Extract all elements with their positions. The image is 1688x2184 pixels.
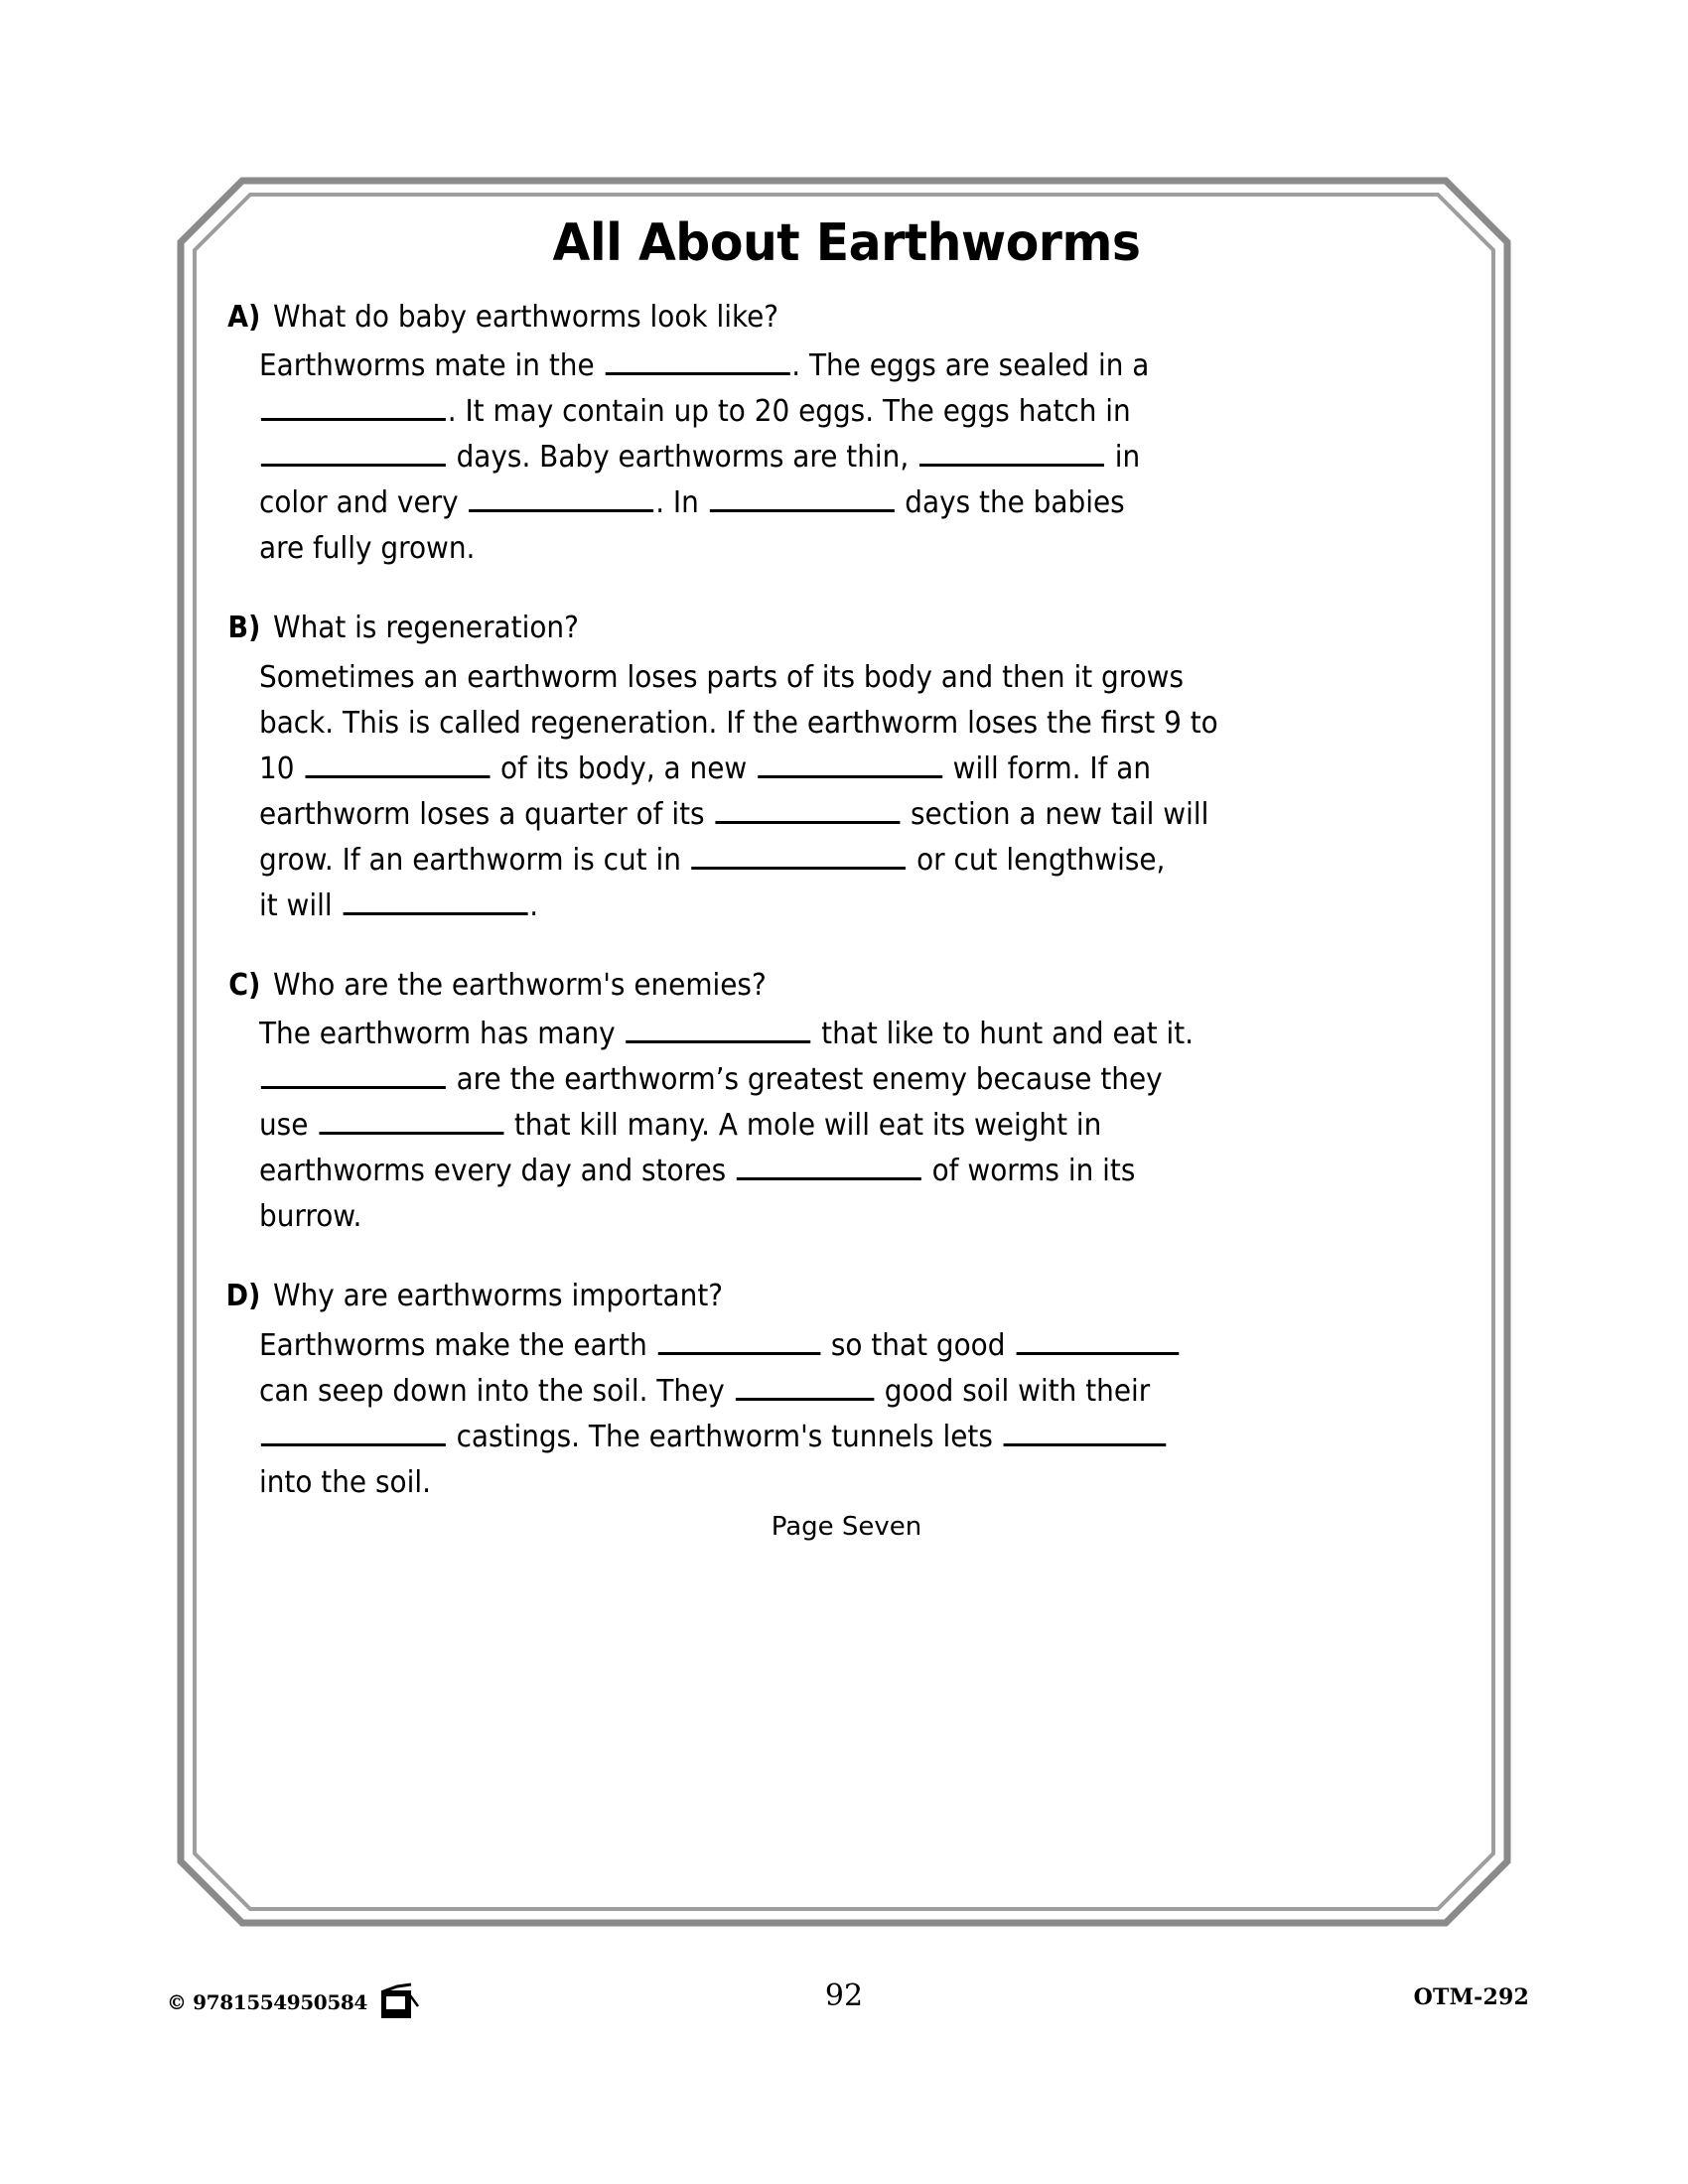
line-text: Earthworms mate in the <box>259 348 604 384</box>
text-line <box>259 389 1489 435</box>
line-text: . In <box>655 485 708 521</box>
fill-in-blank[interactable] <box>261 1418 446 1446</box>
fill-in-blank[interactable] <box>343 887 527 915</box>
line-text: . It may contain up to 20 eggs. The eggs hatch in <box>447 394 1131 430</box>
text-line <box>259 343 1489 389</box>
fill-in-blank[interactable] <box>692 841 907 870</box>
colophon-bar <box>0 1971 1688 2040</box>
line-text: . <box>529 887 539 923</box>
line-text: of worms in its <box>922 1154 1136 1189</box>
fill-in-blank[interactable] <box>736 1372 875 1401</box>
text-line <box>259 884 1489 929</box>
question-prompt: What do baby earthworms look like? <box>273 299 779 335</box>
question-letter: B) <box>227 611 261 646</box>
line-text: will form. If an <box>943 751 1152 786</box>
fill-in-blank[interactable] <box>261 1060 446 1089</box>
copyright-isbn: © 9781554950584 <box>167 1990 367 2014</box>
line-text: grow. If an earthworm is cut in <box>259 842 690 878</box>
question-letter: C) <box>228 967 261 1003</box>
text-line <box>259 526 1489 572</box>
line-text: days. Baby earthworms are thin, <box>447 440 918 476</box>
text-line <box>259 701 1489 747</box>
text-line <box>259 1460 1489 1506</box>
line-text: color and very <box>259 485 468 521</box>
line-text: section a new tail will <box>902 796 1209 832</box>
line-text: The earthworm has many <box>259 1017 625 1052</box>
page-title: All About Earthworms <box>552 213 1141 273</box>
fill-in-blank[interactable] <box>710 483 895 512</box>
text-line <box>259 792 1489 838</box>
question-prompt: Who are the earthworm's enemies? <box>273 967 767 1003</box>
question-body <box>259 1012 1489 1240</box>
line-text: 10 <box>259 751 304 786</box>
fill-in-blank[interactable] <box>469 483 653 512</box>
fill-in-blank[interactable] <box>737 1152 921 1180</box>
fill-in-blank[interactable] <box>758 750 942 778</box>
fill-in-blank[interactable] <box>1016 1326 1179 1355</box>
text-line <box>259 838 1489 884</box>
fill-in-blank[interactable] <box>261 392 446 421</box>
page-footer-label: Page Seven <box>771 1511 922 1542</box>
line-text: can seep down into the soil. They <box>259 1373 734 1409</box>
line-text: castings. The earthworm's tunnels lets <box>447 1419 1002 1454</box>
text-line <box>259 1012 1489 1057</box>
text-line <box>259 435 1489 480</box>
question-prompt: What is regeneration? <box>273 611 579 646</box>
fill-in-blank[interactable] <box>626 1015 810 1043</box>
question-body <box>259 1323 1489 1506</box>
line-text: of its body, a new <box>492 751 757 786</box>
line-text: it will <box>259 887 342 923</box>
text-line <box>259 655 1489 701</box>
question-block <box>204 606 1489 929</box>
question-heading <box>204 606 1489 651</box>
line-text: days the babies <box>896 485 1125 521</box>
fill-in-blank[interactable] <box>1004 1418 1167 1446</box>
line-text: so that good <box>822 1327 1015 1363</box>
text-line <box>259 1149 1489 1194</box>
line-text: burrow. <box>259 1199 362 1235</box>
question-list <box>204 295 1489 1506</box>
line-text: good soil with their <box>875 1373 1151 1409</box>
line-text: back. This is called regeneration. If the earthworm loses the first 9 to <box>259 705 1218 741</box>
line-text: that kill many. A mole will eat its weight in <box>504 1108 1102 1144</box>
product-code: OTM-292 <box>1413 1984 1529 2010</box>
question-block <box>204 1274 1489 1506</box>
fill-in-blank[interactable] <box>919 438 1104 467</box>
printed-page-number: 92 <box>824 1979 864 2013</box>
line-text: are fully grown. <box>259 531 476 567</box>
worksheet-content <box>204 189 1489 1916</box>
line-text: earthworms every day and stores <box>259 1154 736 1189</box>
line-text: are the earthworm’s greatest enemy because they <box>447 1062 1163 1098</box>
question-heading <box>204 1274 1489 1319</box>
text-line <box>259 1194 1489 1240</box>
fill-in-blank[interactable] <box>657 1326 820 1355</box>
question-letter: A) <box>227 299 261 335</box>
question-heading <box>204 295 1489 341</box>
text-line <box>259 1369 1489 1415</box>
question-body <box>259 343 1489 572</box>
question-block <box>204 963 1489 1241</box>
line-text: into the soil. <box>259 1464 431 1500</box>
question-prompt: Why are earthworms important? <box>273 1279 724 1314</box>
text-line <box>259 1415 1489 1460</box>
question-heading <box>204 963 1489 1009</box>
line-text: use <box>259 1108 318 1144</box>
question-body <box>259 655 1489 929</box>
line-text: Earthworms make the earth <box>259 1327 656 1363</box>
fill-in-blank[interactable] <box>261 438 446 467</box>
question-block <box>204 295 1489 573</box>
text-line <box>259 480 1489 526</box>
text-line <box>259 1057 1489 1103</box>
line-text: or cut lengthwise, <box>908 842 1166 878</box>
text-line <box>259 747 1489 792</box>
fill-in-blank[interactable] <box>605 346 789 375</box>
text-line <box>259 1103 1489 1149</box>
line-text: earthworm loses a quarter of its <box>259 796 714 832</box>
line-text: that like to hunt and eat it. <box>812 1017 1195 1052</box>
fill-in-blank[interactable] <box>715 795 900 824</box>
fill-in-blank[interactable] <box>305 750 490 778</box>
line-text: Sometimes an earthworm loses parts of its body and then it grows <box>259 659 1185 695</box>
text-line <box>259 1323 1489 1369</box>
line-text: . The eggs are sealed in a <box>791 348 1150 384</box>
fill-in-blank[interactable] <box>319 1106 503 1135</box>
question-letter: D) <box>225 1279 261 1314</box>
line-text: in <box>1105 440 1141 476</box>
